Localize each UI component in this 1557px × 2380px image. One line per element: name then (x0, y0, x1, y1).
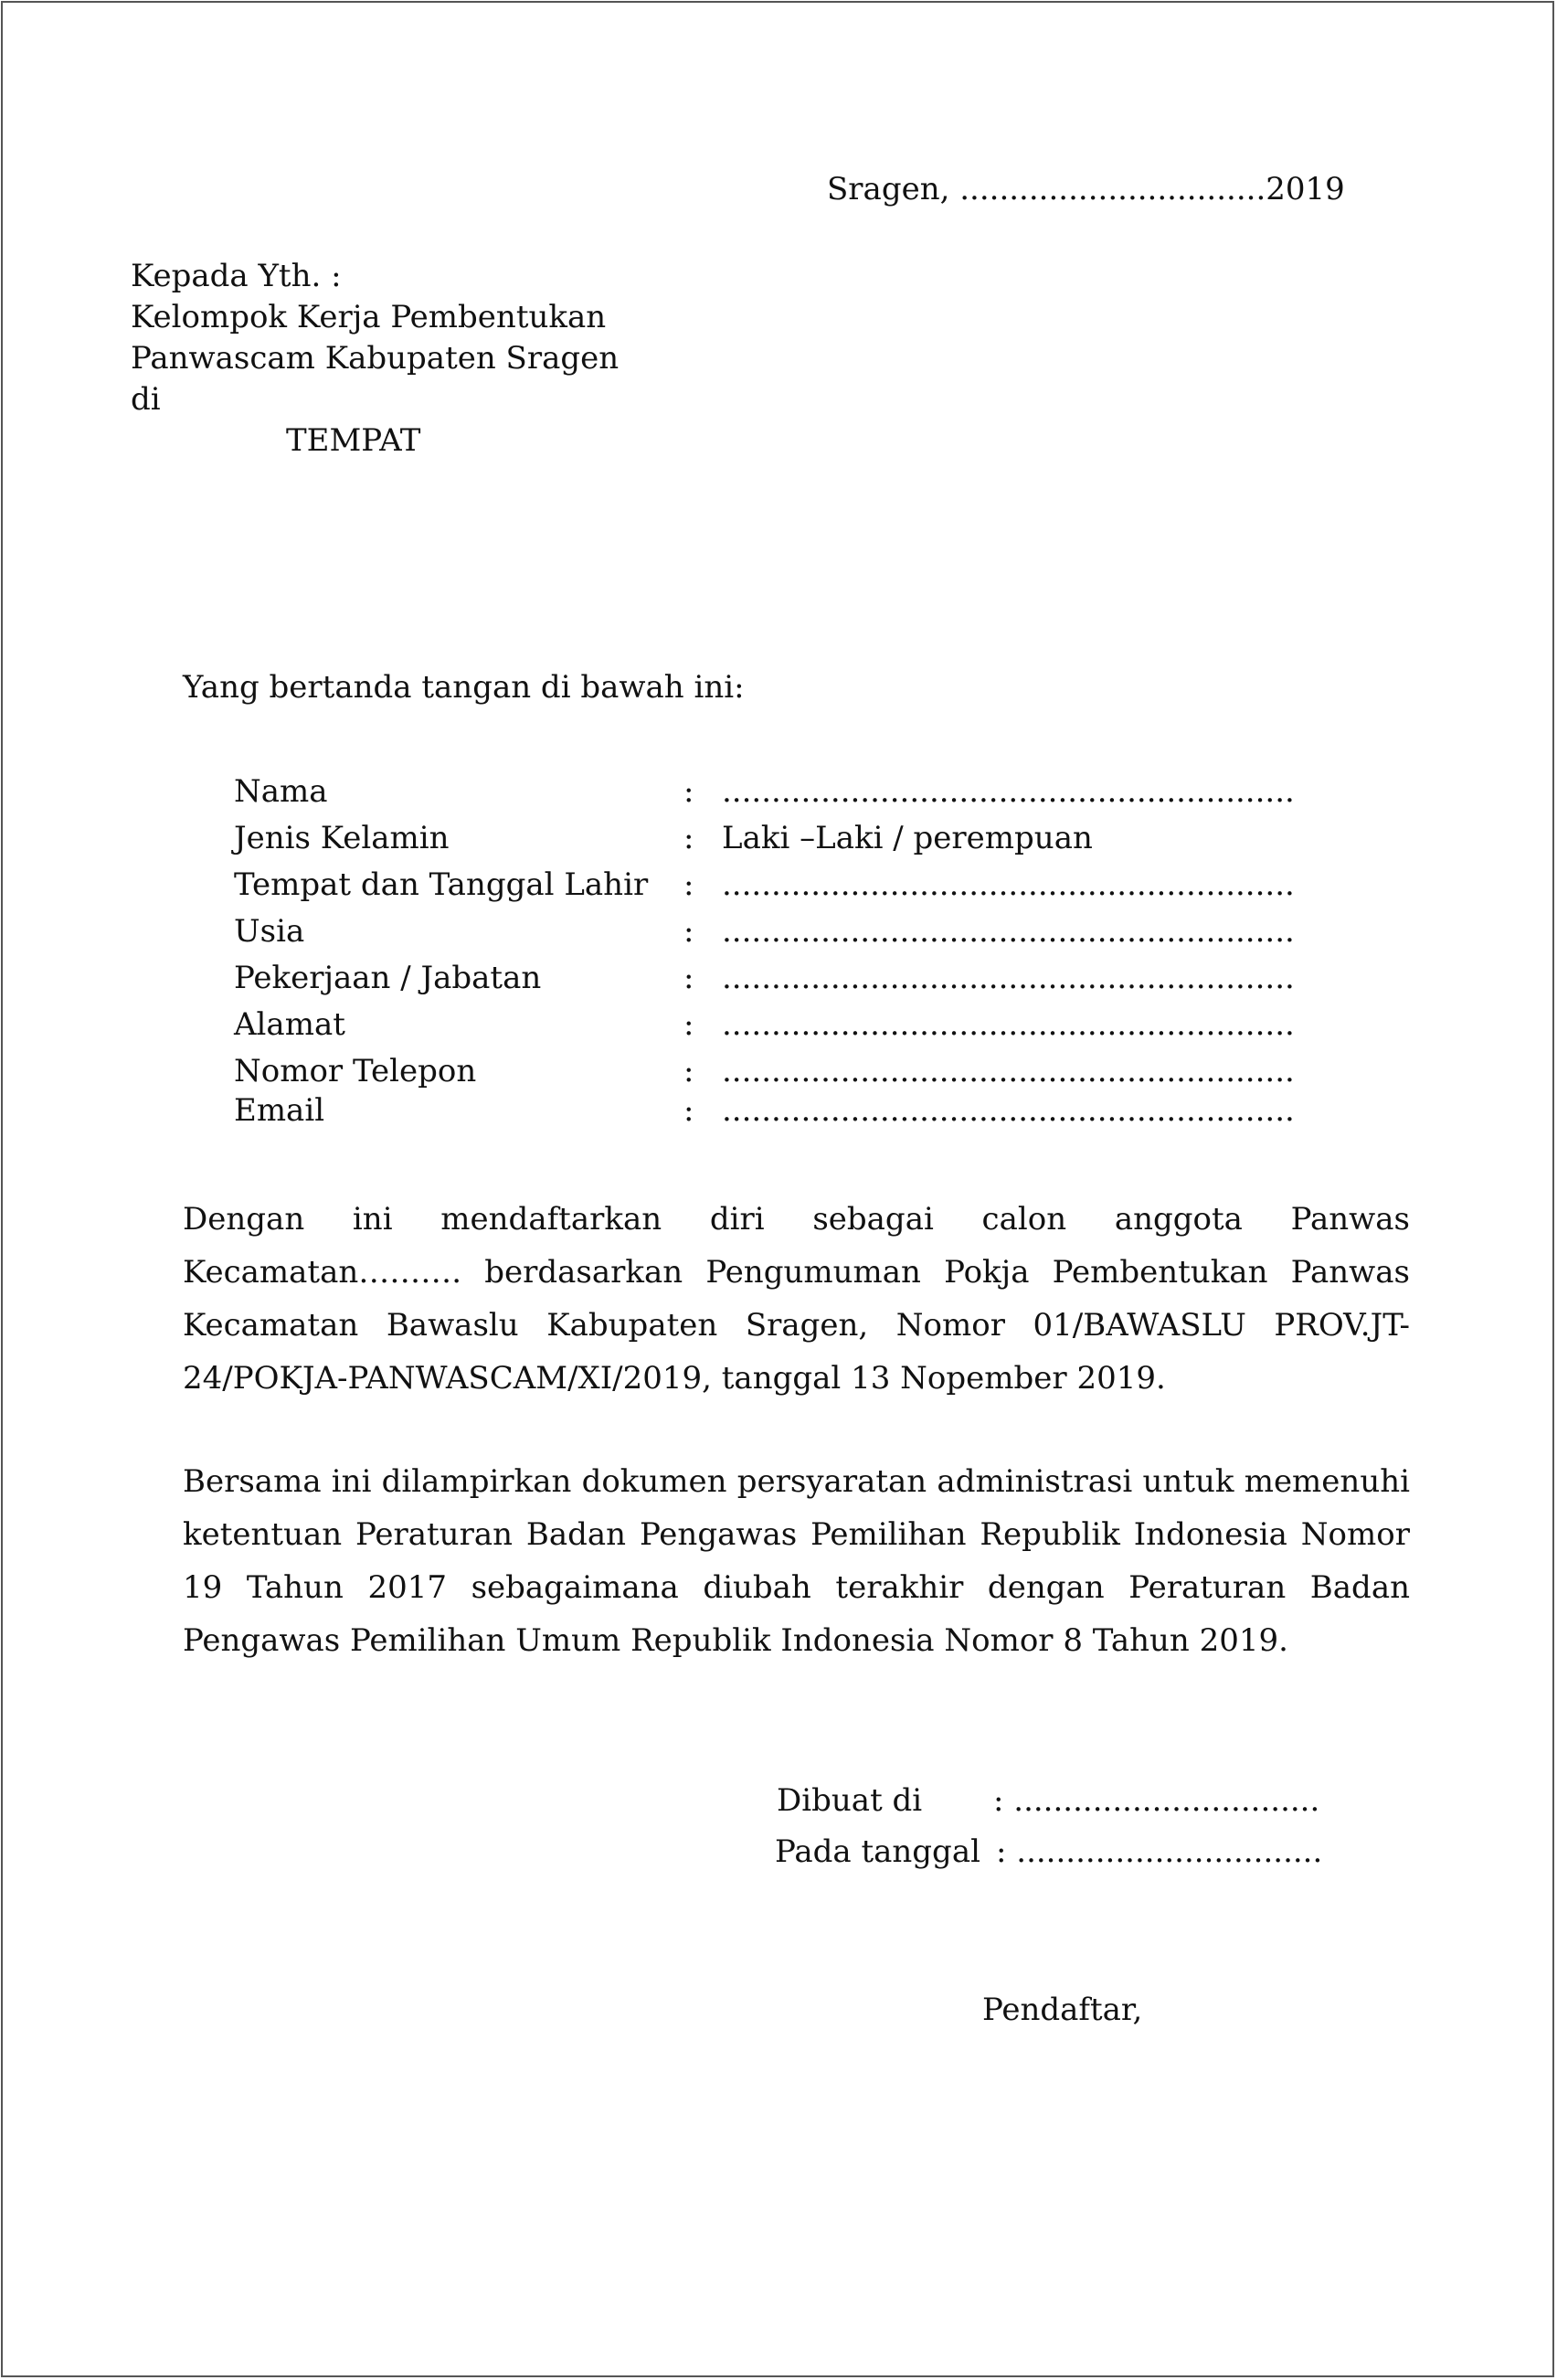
field-colon: : (683, 820, 694, 856)
field-colon: : (683, 1006, 694, 1043)
addressee-block (131, 256, 619, 462)
field-value: .......................................................... (722, 1006, 1295, 1043)
field-value: .......................................................... (722, 1092, 1295, 1129)
place-date: Sragen, ...............................2019 (827, 171, 1345, 207)
field-value: .......................................................... (722, 960, 1295, 996)
field-label: Jenis Kelamin (234, 820, 450, 856)
field-value: .......................................................... (722, 866, 1295, 903)
field-value: Laki –Laki / perempuan (722, 820, 1093, 856)
addressee-place: TEMPAT (286, 422, 421, 459)
field-label: Nama (234, 773, 328, 810)
intro-text: Yang bertanda tangan di bawah ini: (183, 669, 745, 706)
addressee-line: di (131, 381, 161, 418)
field-colon: : (683, 773, 694, 810)
made-on-value: : ............................... (996, 1833, 1323, 1870)
addressee-line: Kepada Yth. : (131, 258, 342, 294)
addressee-line: Kelompok Kerja Pembentukan (131, 299, 607, 335)
field-label: Pekerjaan / Jabatan (234, 960, 542, 996)
field-label: Email (234, 1092, 325, 1129)
field-label: Nomor Telepon (234, 1053, 477, 1089)
attachment-paragraph: Bersama ini dilampirkan dokumen persyaratan administrasi untuk memenuhi ketentuan Peraturan Badan Pengawas Pemilihan Republik Indonesia Nomor 19 Tahun 2017 sebagaimana diubah terakhir dengan Peraturan Badan Pengawas Pemilihan Umum Republik Indonesia Nomor 8 Tahun 2019. (183, 1463, 1410, 1659)
field-value: .......................................................... (722, 773, 1295, 810)
made-at-label: Dibuat di (777, 1782, 923, 1819)
field-value: .......................................................... (722, 1053, 1295, 1089)
field-colon: : (683, 1053, 694, 1089)
addressee-line: Panwascam Kabupaten Sragen (131, 340, 620, 377)
field-label: Usia (234, 913, 305, 950)
registration-paragraph: Dengan ini mendaftarkan diri sebagai calon anggota Panwas Kecamatan………. berdasarkan Pengumuman Pokja Pembentukan Panwas Kecamatan Bawaslu Kabupaten Sragen, Nomor 01/BAWASLU PROV.JT-24/POKJA-PANWASCAM/XI/2019, tanggal 13 Nopember 2019. (183, 1201, 1410, 1397)
field-value: .......................................................... (722, 913, 1295, 950)
made-at-value: : ............................... (993, 1782, 1320, 1819)
field-label: Tempat dan Tanggal Lahir (234, 866, 649, 903)
signer-title: Pendaftar, (982, 1992, 1143, 2028)
field-colon: : (683, 960, 694, 996)
field-label: Alamat (234, 1006, 345, 1043)
field-colon: : (683, 1092, 694, 1129)
field-colon: : (683, 866, 694, 903)
field-colon: : (683, 913, 694, 950)
made-on-label: Pada tanggal (775, 1833, 980, 1870)
